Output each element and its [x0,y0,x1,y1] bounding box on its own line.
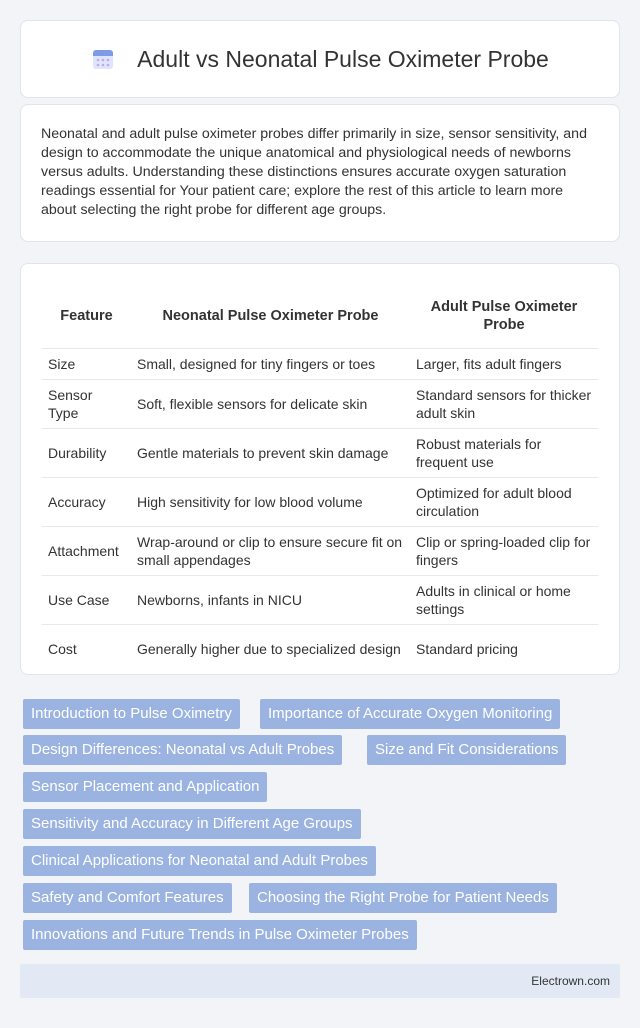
table-row [42,428,598,477]
table-cell: Attachment [42,526,131,575]
table-cell: Cost [42,624,131,673]
table-cell: High sensitivity for low blood volume [131,477,410,526]
table-cell: Durability [42,428,131,477]
table-cell: Sensor Type [42,379,131,428]
table-row [42,624,598,673]
comparison-table-card [20,263,620,675]
title-card [20,20,620,98]
topic-tag-innovations[interactable]: Innovations and Future Trends in Pulse Oximeter Probes [23,920,417,950]
table-cell: Small, designed for tiny fingers or toes [131,348,410,379]
footer [20,964,620,998]
table-cell: Accuracy [42,477,131,526]
header-feature: Feature [60,308,113,325]
table-cell: Generally higher due to specialized design [131,624,410,673]
table-cell: Newborns, infants in NICU [131,575,410,624]
table-row [42,379,598,428]
page-title: Adult vs Neonatal Pulse Oximeter Probe [137,45,549,72]
topic-tag-sensor-placement[interactable]: Sensor Placement and Application [23,772,267,802]
table-cell: Larger, fits adult fingers [410,348,598,379]
table-cell: Standard sensors for thicker adult skin [410,379,598,428]
topic-tag-safety-comfort[interactable]: Safety and Comfort Features [23,883,232,913]
calendar-icon [91,47,115,71]
footer-site-link[interactable]: Electrown.com [531,974,610,988]
topic-tag-choosing-probe[interactable]: Choosing the Right Probe for Patient Needs [249,883,557,913]
table-cell: Gentle materials to prevent skin damage [131,428,410,477]
intro-text: Neonatal and adult pulse oximeter probes differ primarily in size, sensor sensitivity, and design to accommodate the unique anatomical and physiological needs of newborns versus adults. Understanding these distinctions ensures accurate oxygen saturation readings essential for Your patient care; explore the rest of this article to learn more about selecting the right probe for different age groups. [41,126,587,218]
table-cell: Use Case [42,575,131,624]
table-cell: Soft, flexible sensors for delicate skin [131,379,410,428]
topic-tag-introduction[interactable]: Introduction to Pulse Oximetry [23,699,240,729]
table-cell: Standard pricing [410,624,598,673]
header-adult: Adult Pulse Oximeter Probe [430,299,578,334]
intro-card [20,104,620,242]
header-neonatal: Neonatal Pulse Oximeter Probe [162,308,379,325]
table-cell: Clip or spring-loaded clip for fingers [410,526,598,575]
topic-tag-design-differences[interactable]: Design Differences: Neonatal vs Adult Probes [23,735,342,765]
table-cell: Robust materials for frequent use [410,428,598,477]
topic-tag-sensitivity[interactable]: Sensitivity and Accuracy in Different Age Groups [23,809,361,839]
table-cell: Adults in clinical or home settings [410,575,598,624]
table-row [42,575,598,624]
table-row [42,477,598,526]
topic-tag-importance[interactable]: Importance of Accurate Oxygen Monitoring [260,699,560,729]
table-cell: Size [42,348,131,379]
table-header-row [42,285,598,348]
table-row [42,348,598,379]
topic-tag-clinical-applications[interactable]: Clinical Applications for Neonatal and Adult Probes [23,846,376,876]
table-cell: Optimized for adult blood circulation [410,477,598,526]
table-cell: Wrap-around or clip to ensure secure fit on small appendages [131,526,410,575]
table-row [42,526,598,575]
comparison-table [42,285,598,673]
topic-tag-size-fit[interactable]: Size and Fit Considerations [367,735,566,765]
